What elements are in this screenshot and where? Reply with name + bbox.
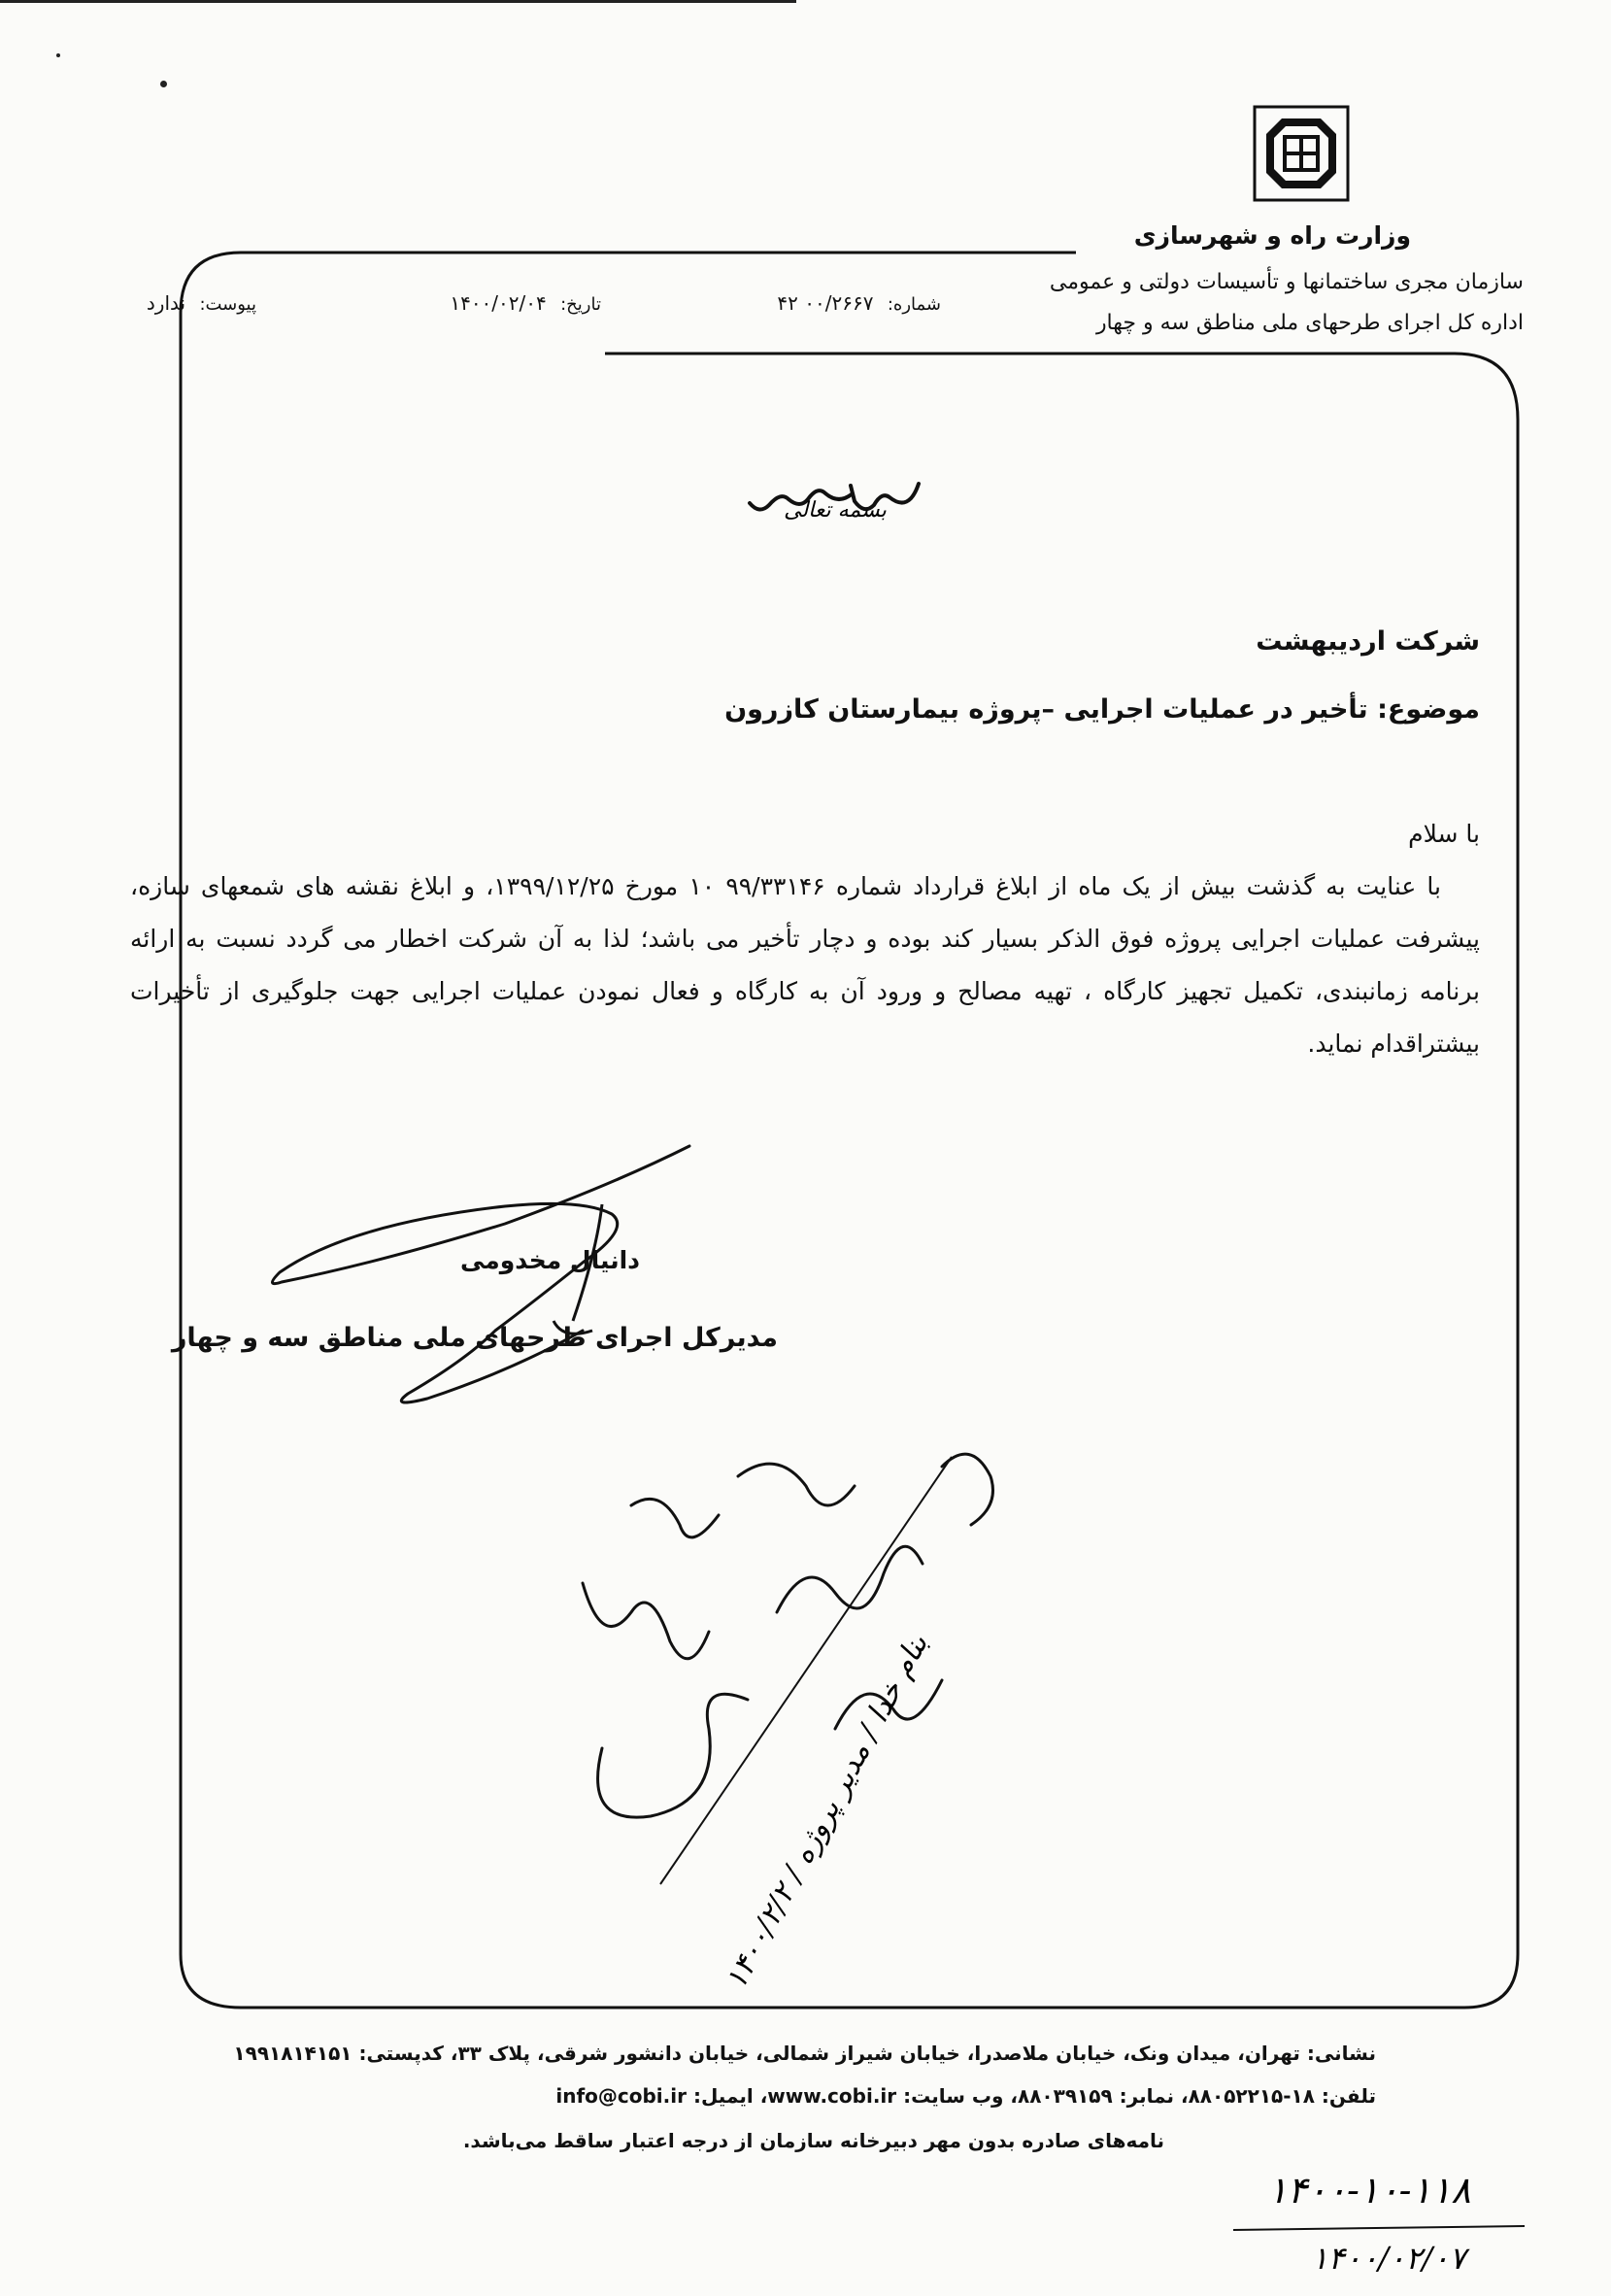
scan-speck (56, 53, 60, 57)
letter-body (130, 808, 1480, 1070)
ministry-name: وزارت راه و شهرسازی (1133, 221, 1411, 250)
footer-contact: تلفن: ۱۸-۸۸۰۵۲۲۱۵، نمابر: ۸۸۰۳۹۱۵۹، وب سایت: www.cobi.ir، ایمیل: info@cobi.ir (555, 2084, 1376, 2108)
handwritten-referral-note (544, 1360, 1029, 1996)
basmala-calligraphy (738, 466, 932, 524)
number-label: شماره: (887, 294, 941, 315)
number-value: ۰۰/۲۶۶۷ ۴۲ (777, 291, 874, 315)
attachment-label: پیوست: (199, 294, 256, 315)
registration-date: ۱۴۰۰/۰۲/۰۷ (1311, 2240, 1466, 2277)
footer-notice: نامه‌های صادره بدون مهر دبیرخانه سازمان از درجه اعتبار ساقط می‌باشد. (462, 2129, 1164, 2152)
recipient: شرکت اردیبهشت (1256, 626, 1480, 657)
date-value: ۱۴۰۰/۰۲/۰۴ (450, 291, 547, 315)
subject-line: موضوع: تأخیر در عملیات اجرایی –پروژه بیمارستان کازرون (724, 694, 1480, 725)
date-label: تاریخ: (560, 294, 601, 315)
handwritten-registration (1194, 2154, 1544, 2290)
greeting: با سلام (1408, 820, 1480, 848)
basmala-text: بسمه تعالی (784, 498, 887, 523)
body-paragraph: با عنایت به گذشت بیش از یک ماه از ابلاغ قرارداد شماره ۹۹/۳۳۱۴۶ ۱۰ مورخ ۱۳۹۹/۱۲/۲۵، و ابلاغ نقشه های شمعهای سازه، پیشرفت عملیات اجرایی پروژه فوق الذکر بسیار کند بوده و دچار تأخیر می باشد؛ لذا به آن شرکت اخطار می گردد نسبت به ارائه برنامه زمانبندی، تکمیل تجهیز کارگاه ، تهیه مصالح و ورود آن به کارگاه و فعال نمودن عملیات اجرایی جهت جلوگیری از تأخیرات بیشتراقدام نماید. (130, 872, 1480, 1058)
ministry-emblem-icon (1253, 105, 1350, 202)
department-name: اداره کل اجرای طرحهای ملی مناطق سه و چهار (1095, 311, 1524, 335)
attachment-value: ندارد (146, 291, 186, 315)
signer-name: دانیال مخدومی (459, 1246, 640, 1274)
handwritten-note-text: بنام خدا / مدیر پروژه / ۱۴۰۰/۲/۲ (719, 1629, 935, 1996)
registration-number: ۱۴۰۰-۱۰-۱۱۸ (1267, 2169, 1471, 2212)
footer-address: نشانی: تهران، میدان ونک، خیابان ملاصدرا، خیابان شیراز شمالی، خیابان دانشور شرقی، پلاک ۳۳، کدپستی: ۱۹۹۱۸۱۴۱۵۱ (233, 2042, 1376, 2065)
signer-title: مدیرکل اجرای طرحهای ملی مناطق سه و چهار (171, 1323, 778, 1353)
scan-speck (160, 81, 167, 87)
scan-top-edge (0, 0, 796, 3)
organization-name: سازمان مجری ساختمانها و تأسیسات دولتی و عمومی (1049, 270, 1524, 294)
